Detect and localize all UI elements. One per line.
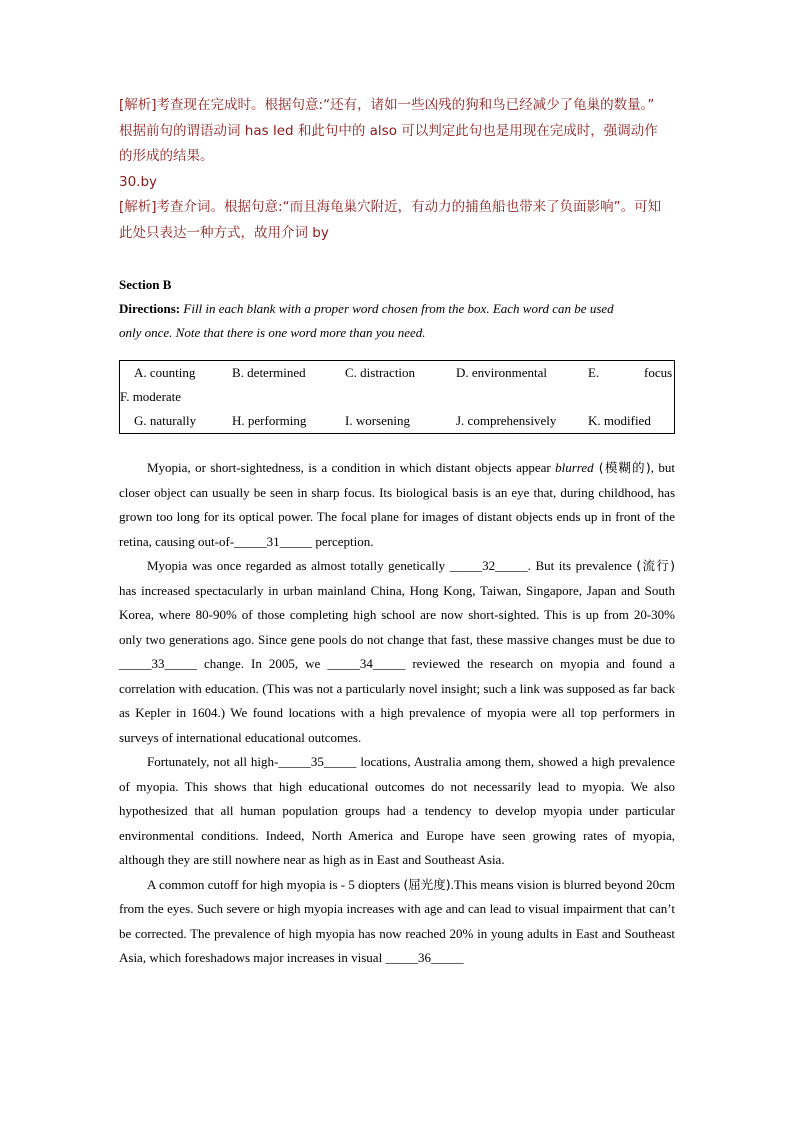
word-box	[119, 360, 675, 434]
word-option-c: C. distraction	[345, 365, 416, 380]
directions-text: only once. Note that there is one word more than you need.	[119, 325, 426, 340]
word-box-row	[120, 409, 674, 433]
section-title: Section B	[119, 277, 172, 292]
analysis-line: [解析]考查介词。根据句意:“而且海龟巢穴附近，有动力的捕鱼船也带来了负面影响”。可知	[119, 199, 662, 215]
word-option-a: A. counting	[134, 365, 196, 380]
text: perception.	[312, 533, 374, 549]
blank-32: _____32_____	[449, 558, 528, 573]
text: Fortunately, not all high-	[147, 754, 279, 769]
word-option-g: G. naturally	[134, 413, 197, 428]
directions-label: Directions:	[119, 301, 181, 316]
chinese-gloss: (屈光度)	[403, 876, 451, 892]
blank-31: _____31_____	[234, 533, 313, 549]
paragraph-3	[119, 750, 675, 873]
blank-34: _____34_____	[327, 656, 406, 671]
directions	[119, 297, 675, 345]
word-option-j: J. comprehensively	[456, 413, 557, 428]
directions-text: Fill in each blank with a proper word chosen from the box. Each word can be used	[180, 301, 614, 316]
italic-word: blurred	[555, 460, 594, 475]
analysis-line: 的形成的结果。	[119, 148, 214, 164]
word-option-k: K. modified	[588, 413, 651, 428]
text: , but closer object can usually be seen in sharp focus. Its biological basis is an eye that, during childhood, has grown too long for its optical power. The focal plane for images of distant objects ends up in front of the retina, causing out-of-	[119, 460, 675, 549]
paragraph-2	[119, 554, 675, 750]
text: locations, Australia among them, showed a high prevalence of myopia. This shows that high educational outcomes do not necessarily lead to myopia. We also hypothesized that all human population groups had a tendency to develop myopia under particular environmental conditions. Indeed, North America and Europe have seen growing rates of myopia, although they are still nowhere near as high as in East and Southeast Asia.	[119, 754, 676, 867]
text: . But its prevalence	[527, 558, 637, 573]
text: has increased spectacularly in urban mainland China, Hong Kong, Taiwan, Singapore, Japan and South Korea, where 80-90% of those completing high school are now short-sighted. This is up from 20-30% only two generations ago. Since gene pools do not change that fast, these massive changes must be due to	[119, 582, 675, 647]
word-box-row	[120, 361, 674, 385]
text: change. In 2005, we	[197, 656, 328, 671]
paragraph-1	[119, 456, 675, 554]
answer-30: 30.by	[119, 173, 158, 190]
text: .This means vision is blurred beyond 20cm from the eyes. Such severe or high myopia increases with age and can lead to visual impairment that can’t be corrected. The prevalence of high myopia has now reached 20% in young adults in East and Southeast Asia, which foreshadows major increases in visual	[119, 876, 675, 965]
text: reviewed the research on myopia and found a correlation with education. (This was not a particularly novel insight; such a link was supposed as far back as Kepler in 1604.) We found locations with a high prevalence of myopia were all top performers in surveys of international educational outcomes.	[119, 656, 675, 745]
word-option-i: I. worsening	[345, 413, 410, 428]
word-option-e-word: focus	[644, 365, 673, 380]
chinese-gloss: (流行)	[636, 558, 675, 573]
text: Myopia was once regarded as almost totally genetically	[147, 558, 450, 573]
word-option-b: B. determined	[232, 365, 306, 380]
text: Myopia, or short-sightedness, is a condition in which distant objects appear	[147, 460, 556, 475]
analysis-line: 根据前句的谓语动词 has led 和此句中的 also 可以判定此句也是用现在完成时，强调动作	[119, 122, 658, 139]
analysis-line: 此处只表达一种方式，故用介词 by	[119, 224, 329, 241]
chinese-gloss: (模糊的)	[593, 460, 651, 475]
blank-35: _____35_____	[278, 754, 357, 769]
text: A common cutoff for high myopia is - 5 diopters	[147, 876, 404, 892]
word-box-row	[120, 385, 674, 409]
blank-33: _____33_____	[119, 656, 197, 671]
blank-36: _____36_____	[385, 950, 464, 965]
document-page	[119, 93, 675, 971]
word-option-e: E.	[588, 365, 600, 380]
word-option-h: H. performing	[232, 413, 307, 428]
analysis-line: [解析]考查现在完成时。根据句意:“还有，诸如一些凶残的狗和鸟已经减少了龟巢的数量。”	[119, 97, 655, 113]
answer-analysis	[119, 93, 675, 246]
word-option-d: D. environmental	[456, 365, 547, 380]
word-option-f: F. moderate	[120, 389, 182, 404]
reading-passage	[119, 456, 675, 971]
paragraph-4	[119, 873, 675, 971]
